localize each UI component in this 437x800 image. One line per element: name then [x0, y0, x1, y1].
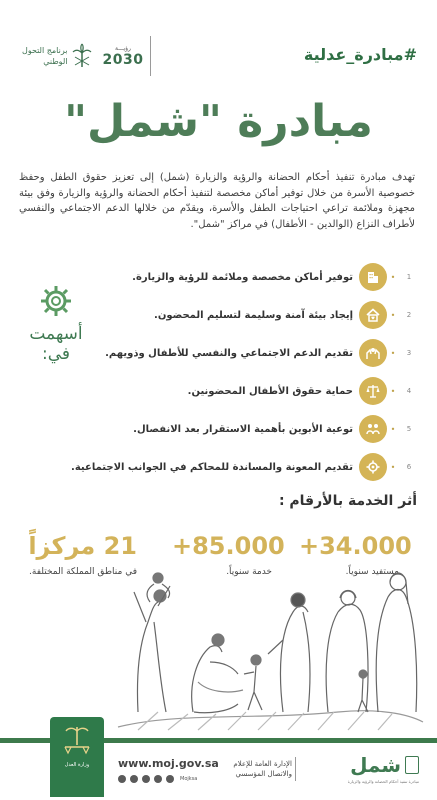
item-number: 5	[406, 425, 412, 433]
twitter-icon[interactable]	[118, 775, 126, 783]
parents-icon	[359, 415, 387, 443]
list-item	[89, 300, 419, 330]
hands-icon	[359, 339, 387, 367]
item-text: تقديم المعونة والمساندة للمحاكم في الجوانب الاجتماعية.	[71, 461, 353, 473]
item-dots: •	[390, 348, 396, 358]
home-icon	[359, 301, 387, 329]
item-text: توعية الأبوين بأهمية الاستقرار بعد الانفصال.	[133, 423, 353, 435]
building-icon	[359, 263, 387, 291]
ntp-logo	[22, 43, 93, 69]
contributions-heading	[22, 283, 90, 364]
list-item	[89, 262, 419, 292]
support-gear-icon	[359, 453, 387, 481]
list-item	[89, 338, 419, 368]
social-handle: Mojksa	[180, 776, 198, 782]
shamel-logo	[347, 753, 419, 784]
item-dots: •	[390, 310, 396, 320]
header-logos	[22, 36, 151, 76]
social-links	[118, 775, 197, 783]
list-item	[89, 376, 419, 406]
stat-value: +85.000	[172, 532, 285, 560]
contributions-title: أسهمت	[29, 324, 83, 344]
shamel-emblem-icon	[405, 756, 419, 774]
item-dots: •	[390, 424, 396, 434]
numbers-heading: أثر الخدمة بالأرقام :	[278, 493, 417, 509]
vision-2030-logo: رؤيـــة 2030	[103, 36, 151, 76]
moj-logo	[50, 717, 104, 797]
footer	[0, 743, 437, 800]
snapchat-icon[interactable]	[154, 775, 162, 783]
ntp-text: برنامج التحول الوطني	[22, 46, 68, 66]
list-item	[89, 414, 419, 444]
item-dots: •	[390, 462, 396, 472]
stat-label: في مناطق المملكة المختلفة.	[29, 567, 137, 577]
department-name: الإدارة العامة للإعلام والاتصال المؤسسي	[233, 760, 292, 778]
item-dots: •	[390, 386, 396, 396]
website-link[interactable]: www.moj.gov.sa	[118, 757, 219, 770]
item-number: 1	[406, 273, 412, 281]
stat-value: 21 مركزاً	[28, 532, 137, 560]
palm-emblem-icon	[71, 43, 93, 69]
item-text: حماية حقوق الأطفال المحضونين.	[187, 385, 353, 397]
item-text: توفير أماكن مخصصة وملائمة للرؤية والزيارة.	[132, 271, 353, 283]
hashtag: #مبادرة_عدلية	[303, 45, 417, 64]
item-text: تقديم الدعم الاجتماعي والنفسي للأطفال وذويهم.	[105, 347, 353, 359]
moj-name: وزارة العدل	[64, 762, 90, 768]
footer-divider	[295, 757, 296, 781]
contributions-subtitle: في:	[41, 344, 71, 364]
intro-paragraph: تهدف مبادرة تنفيذ أحكام الحضانة والرؤية والزيارة (شمل) إلى تعزيز حقوق الطفل وحفظ خصوصية الأسرة من خلال توفير أماكن مخصصة لتنفيذ أحكام الحضانة والرؤية والزيارة وفق بيئة مجهزة وملائمة تراعي احتياجات الطفل والأسرة، ويقدّم من خلالها الدعم الاجتماعي والنفسي لأطراف النزاع (الوالدين - الأطفال) في مراكز "شمل".	[19, 172, 415, 230]
instagram-icon[interactable]	[142, 775, 150, 783]
linkedin-icon[interactable]	[166, 775, 174, 783]
shamel-wordmark: شمل	[350, 753, 401, 777]
moj-emblem-icon	[59, 723, 95, 759]
item-number: 3	[406, 349, 412, 357]
list-item	[71, 452, 419, 482]
item-number: 6	[406, 463, 412, 471]
stat-label: مستفيد سنوياً.	[345, 567, 399, 577]
item-number: 4	[406, 387, 412, 395]
shamel-tagline: مبادرة تنفيذ أحكام الحضانة والرؤية والزيارة	[347, 779, 419, 784]
item-dots: •	[390, 272, 396, 282]
page-title: مبادرة "شمل"	[64, 96, 373, 147]
gears-icon	[38, 283, 74, 319]
stat-label: خدمة سنوياً.	[226, 567, 272, 577]
item-text: إيجاد بيئة آمنة وسليمة لتسليم المحضون.	[154, 309, 353, 321]
item-number: 2	[406, 311, 412, 319]
scales-icon	[359, 377, 387, 405]
family-illustration	[98, 562, 428, 732]
youtube-icon[interactable]	[130, 775, 138, 783]
stat-value: +34.000	[299, 532, 412, 560]
